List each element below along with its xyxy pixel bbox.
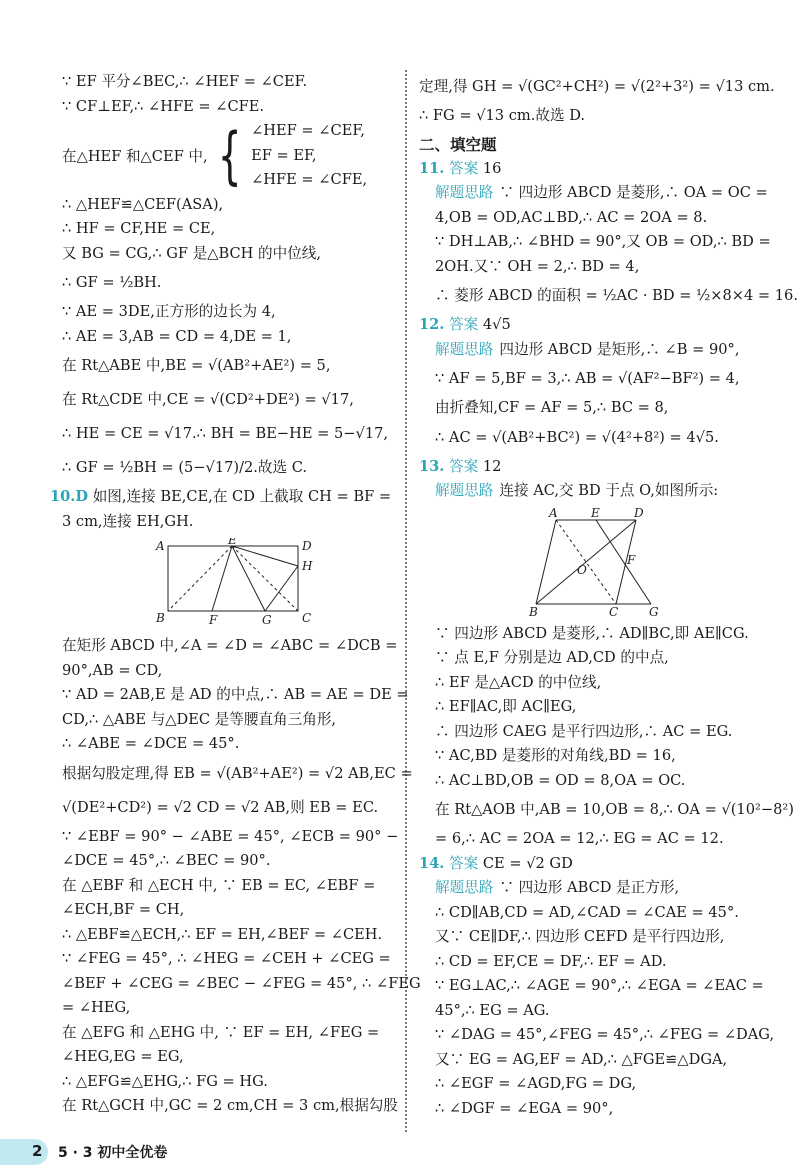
text-line: ∴ EF 是△ACD 的中位线, (435, 673, 602, 691)
question-13-header (419, 455, 754, 480)
page-footer (0, 1139, 800, 1173)
text-line: 在 Rt△GCH 中,GC = 2 cm,CH = 3 cm,根据勾股 (62, 1097, 398, 1114)
text-line: ∴ AC = √(AB²+BC²) = √(4²+8²) = 4√5. (435, 428, 719, 446)
answer-label: 答案 (449, 159, 479, 177)
text-line: ∴ ∠ABE = ∠DCE = 45°. (62, 735, 240, 752)
text-line: 在 Rt△AOB 中,AB = 10,OB = 8,∴ OA = √(10²−8²) (435, 801, 794, 818)
question-11-header (419, 157, 754, 182)
answer-label: 答案 (449, 854, 479, 872)
question-number: 11. (419, 159, 445, 177)
question-text: 如图,连接 BE,CE,在 CD 上截取 CH = BF = (92, 488, 392, 505)
text-line: 45°,∴ EG = AG. (435, 1001, 550, 1019)
label-A: A (156, 539, 165, 553)
text-line: ∴ HE = CE = √17.∴ BH = BE−HE = 5−√17, (62, 425, 389, 442)
text-line: = ∠HEG, (62, 999, 131, 1016)
label-D: D (302, 539, 312, 553)
hint-label: 解题思路 (435, 184, 494, 201)
text-line: ∵ EF 平分∠BEC,∴ ∠HEF = ∠CEF. (62, 73, 308, 90)
text-line: ∴ ∠DGF = ∠EGA = 90°, (435, 1099, 614, 1117)
text-line: ∵ AC,BD 是菱形的对角线,BD = 16, (435, 747, 676, 764)
text-line: ∵ AF = 5,BF = 3,∴ AB = √(AF²−BF²) = 4, (435, 370, 740, 387)
right-column (419, 70, 798, 1121)
text-line: ∵ ∠FEG = 45°, ∴ ∠HEG = ∠CEH + ∠CEG = (62, 950, 391, 967)
text-line: ∴ 菱形 ABCD 的面积 = ½AC · BD = ½×8×4 = 16. (435, 287, 798, 304)
system-lines (251, 119, 367, 193)
text-line: ∵ 点 E,F 分别是边 AD,CD 的中点, (435, 649, 669, 666)
text-line: 定理,得 GH = √(GC²+CH²) = √(2²+3²) = √13 cm. (419, 78, 775, 95)
text-line: 根据勾股定理,得 EB = √(AB²+AE²) = √2 AB,EC = (62, 764, 413, 782)
question-number: 10.D (50, 488, 89, 505)
text-line (419, 181, 768, 206)
label-C: C (609, 604, 619, 618)
text-line: ∴ HF = CF,HE = CE, (62, 220, 216, 237)
text-line: ∵ DH⊥AB,∴ ∠BHD = 90°,又 OB = OD,∴ BD = (435, 233, 771, 250)
left-column (50, 70, 421, 1119)
answer-label: 答案 (449, 457, 479, 475)
label-F: F (627, 552, 636, 567)
label-E: E (228, 538, 237, 547)
text-line: 90°,AB = CD, (62, 661, 163, 679)
rectangle-diagram (62, 538, 382, 630)
text-line: ∴ EF∥AC,即 AC∥EG, (435, 698, 577, 715)
text-line: 3 cm,连接 EH,GH. (62, 512, 194, 530)
text-line: ∵ AD = 2AB,E 是 AD 的中点,∴ AB = AE = DE = (62, 686, 409, 703)
text-line: ∴ CD∥AB,CD = AD,∠CAD = ∠CAE = 45°. (435, 903, 739, 921)
text-line: √(DE²+CD²) = √2 CD = √2 AB,则 EB = EC. (62, 798, 379, 816)
system-line: ∠HFE = ∠CFE, (251, 171, 368, 188)
label-B: B (156, 611, 165, 625)
label-F: F (209, 613, 218, 627)
question-number: 14. (419, 854, 445, 872)
question-number: 12. (419, 316, 445, 333)
label-G: G (262, 613, 272, 627)
text-line: 在 Rt△CDE 中,CE = √(CD²+DE²) = √17, (62, 391, 354, 408)
text-line: ∵ ∠DAG = 45°,∠FEG = 45°,∴ ∠FEG = ∠DAG, (435, 1026, 775, 1043)
text-line: ∴ △EFG≌△EHG,∴ FG = HG. (62, 1072, 268, 1090)
text-line: 2OH.又∵ OH = 2,∴ BD = 4, (435, 257, 640, 275)
text-line: 在 Rt△ABE 中,BE = √(AB²+AE²) = 5, (62, 357, 331, 374)
text-line: 4,OB = OD,AC⊥BD,∴ AC = 2OA = 8. (435, 208, 708, 226)
text-line (419, 338, 754, 363)
text-line: 又 BG = CG,∴ GF 是△BCH 的中位线, (62, 244, 322, 262)
label-B: B (529, 604, 538, 618)
column-divider (405, 70, 407, 1132)
hint-text: 四边形 ABCD 是矩形,∴ ∠B = 90°, (499, 340, 740, 358)
label-D: D (634, 507, 644, 520)
rhombus-diagram (419, 508, 749, 618)
text-line: 又∵ EG = AG,EF = AD,∴ △FGE≌△DGA, (435, 1050, 728, 1068)
system-line: ∠HEF = ∠CEF, (251, 122, 365, 139)
text-line: ∵ AE = 3DE,正方形的边长为 4, (62, 303, 276, 320)
text-line: ∴ AE = 3,AB = CD = 4,DE = 1, (62, 327, 292, 345)
figure-13 (419, 508, 754, 618)
text-line: 在 △EFG 和 △EHG 中, ∵ EF = EH, ∠FEG = (62, 1023, 380, 1041)
text-line: ∴ △HEF≌△CEF(ASA), (62, 195, 224, 213)
question-number: 13. (419, 457, 445, 475)
text-line: ∵ ∠EBF = 90° − ∠ABE = 45°, ∠ECB = 90° − (62, 827, 399, 845)
text-line: ∠DCE = 45°,∴ ∠BEC = 90°. (62, 852, 271, 869)
page-number-tab (0, 1139, 48, 1165)
text-line (419, 479, 754, 504)
answer-value: 12 (482, 457, 502, 475)
text-line: ∴ GF = ½BH. (62, 274, 162, 291)
label-G: G (649, 604, 659, 618)
text-line: ∴ CD = EF,CE = DF,∴ EF = AD. (435, 952, 667, 970)
text-line: 由折叠知,CF = AF = 5,∴ BC = 8, (435, 399, 669, 416)
text-line: ∵ 四边形 ABCD 是菱形,∴ AD∥BC,即 AE∥CG. (435, 624, 749, 642)
text-line: ∴ △EBF≌△ECH,∴ EF = EH,∠BEF = ∠CEH. (62, 925, 383, 943)
text-line: ∴ FG = √13 cm.故选 D. (419, 107, 586, 124)
text-line (419, 876, 754, 901)
text-line: 又∵ CE∥DF,∴ 四边形 CEFD 是平行四边形, (435, 928, 725, 945)
text-line: ∴ GF = ½BH = (5−√17)/2.故选 C. (62, 459, 308, 476)
label-C: C (302, 611, 312, 625)
question-10-header (50, 485, 392, 510)
hint-text: ∵ 四边形 ABCD 是菱形,∴ OA = OC = (499, 184, 768, 201)
label-O: O (577, 562, 587, 577)
hint-label: 解题思路 (435, 482, 494, 499)
text-line: = 6,∴ AC = 2OA = 12,∴ EG = AC = 12. (435, 830, 724, 847)
hint-text: ∵ 四边形 ABCD 是正方形, (499, 879, 680, 896)
page-number: 2 (32, 1142, 43, 1160)
system-lead: 在△HEF 和△CEF 中, (62, 148, 208, 166)
label-A: A (549, 507, 558, 520)
answer-value: 16 (482, 159, 502, 177)
brace-icon: { (217, 118, 242, 192)
text-line: ∵ EG⊥AC,∴ ∠AGE = 90°,∴ ∠EGA = ∠EAC = (435, 977, 764, 994)
answer-value: 4√5 (482, 316, 511, 333)
system-line: EF = EF, (251, 146, 317, 164)
section-heading: 二、填空题 (419, 135, 497, 154)
label-H: H (302, 559, 313, 573)
equation-system (62, 119, 392, 193)
text-line: 在 △EBF 和 △ECH 中, ∵ EB = EC, ∠EBF = (62, 876, 376, 894)
answer-label: 答案 (449, 316, 479, 333)
book-title: 5 · 3 初中全优卷 (58, 1145, 168, 1161)
text-line: ∴ ∠EGF = ∠AGD,FG = DG, (435, 1075, 637, 1092)
text-line: ∠ECH,BF = CH, (62, 901, 185, 918)
text-line: ∵ CF⊥EF,∴ ∠HFE = ∠CFE. (62, 97, 265, 115)
text-line: ∠BEF + ∠CEG = ∠BEC − ∠FEG = 45°, ∴ ∠FEG (62, 974, 421, 992)
text-line: 在矩形 ABCD 中,∠A = ∠D = ∠ABC = ∠DCB = (62, 637, 398, 654)
text-line: ∠HEG,EG = EG, (62, 1048, 184, 1065)
label-E: E (591, 507, 600, 520)
text-line: CD,∴ △ABE 与△DEC 是等腰直角三角形, (62, 710, 337, 728)
hint-label: 解题思路 (435, 879, 494, 896)
hint-label: 解题思路 (435, 340, 494, 358)
text-line: ∴ 四边形 CAEG 是平行四边形,∴ AC = EG. (435, 722, 733, 740)
figure-10 (62, 538, 392, 630)
answer-value: CE = √2 GD (482, 854, 573, 872)
text-line: ∴ AC⊥BD,OB = OD = 8,OA = OC. (435, 771, 686, 789)
question-14-header (419, 852, 754, 877)
hint-text: 连接 AC,交 BD 于点 O,如图所示: (499, 482, 719, 499)
question-12-header (419, 313, 754, 338)
